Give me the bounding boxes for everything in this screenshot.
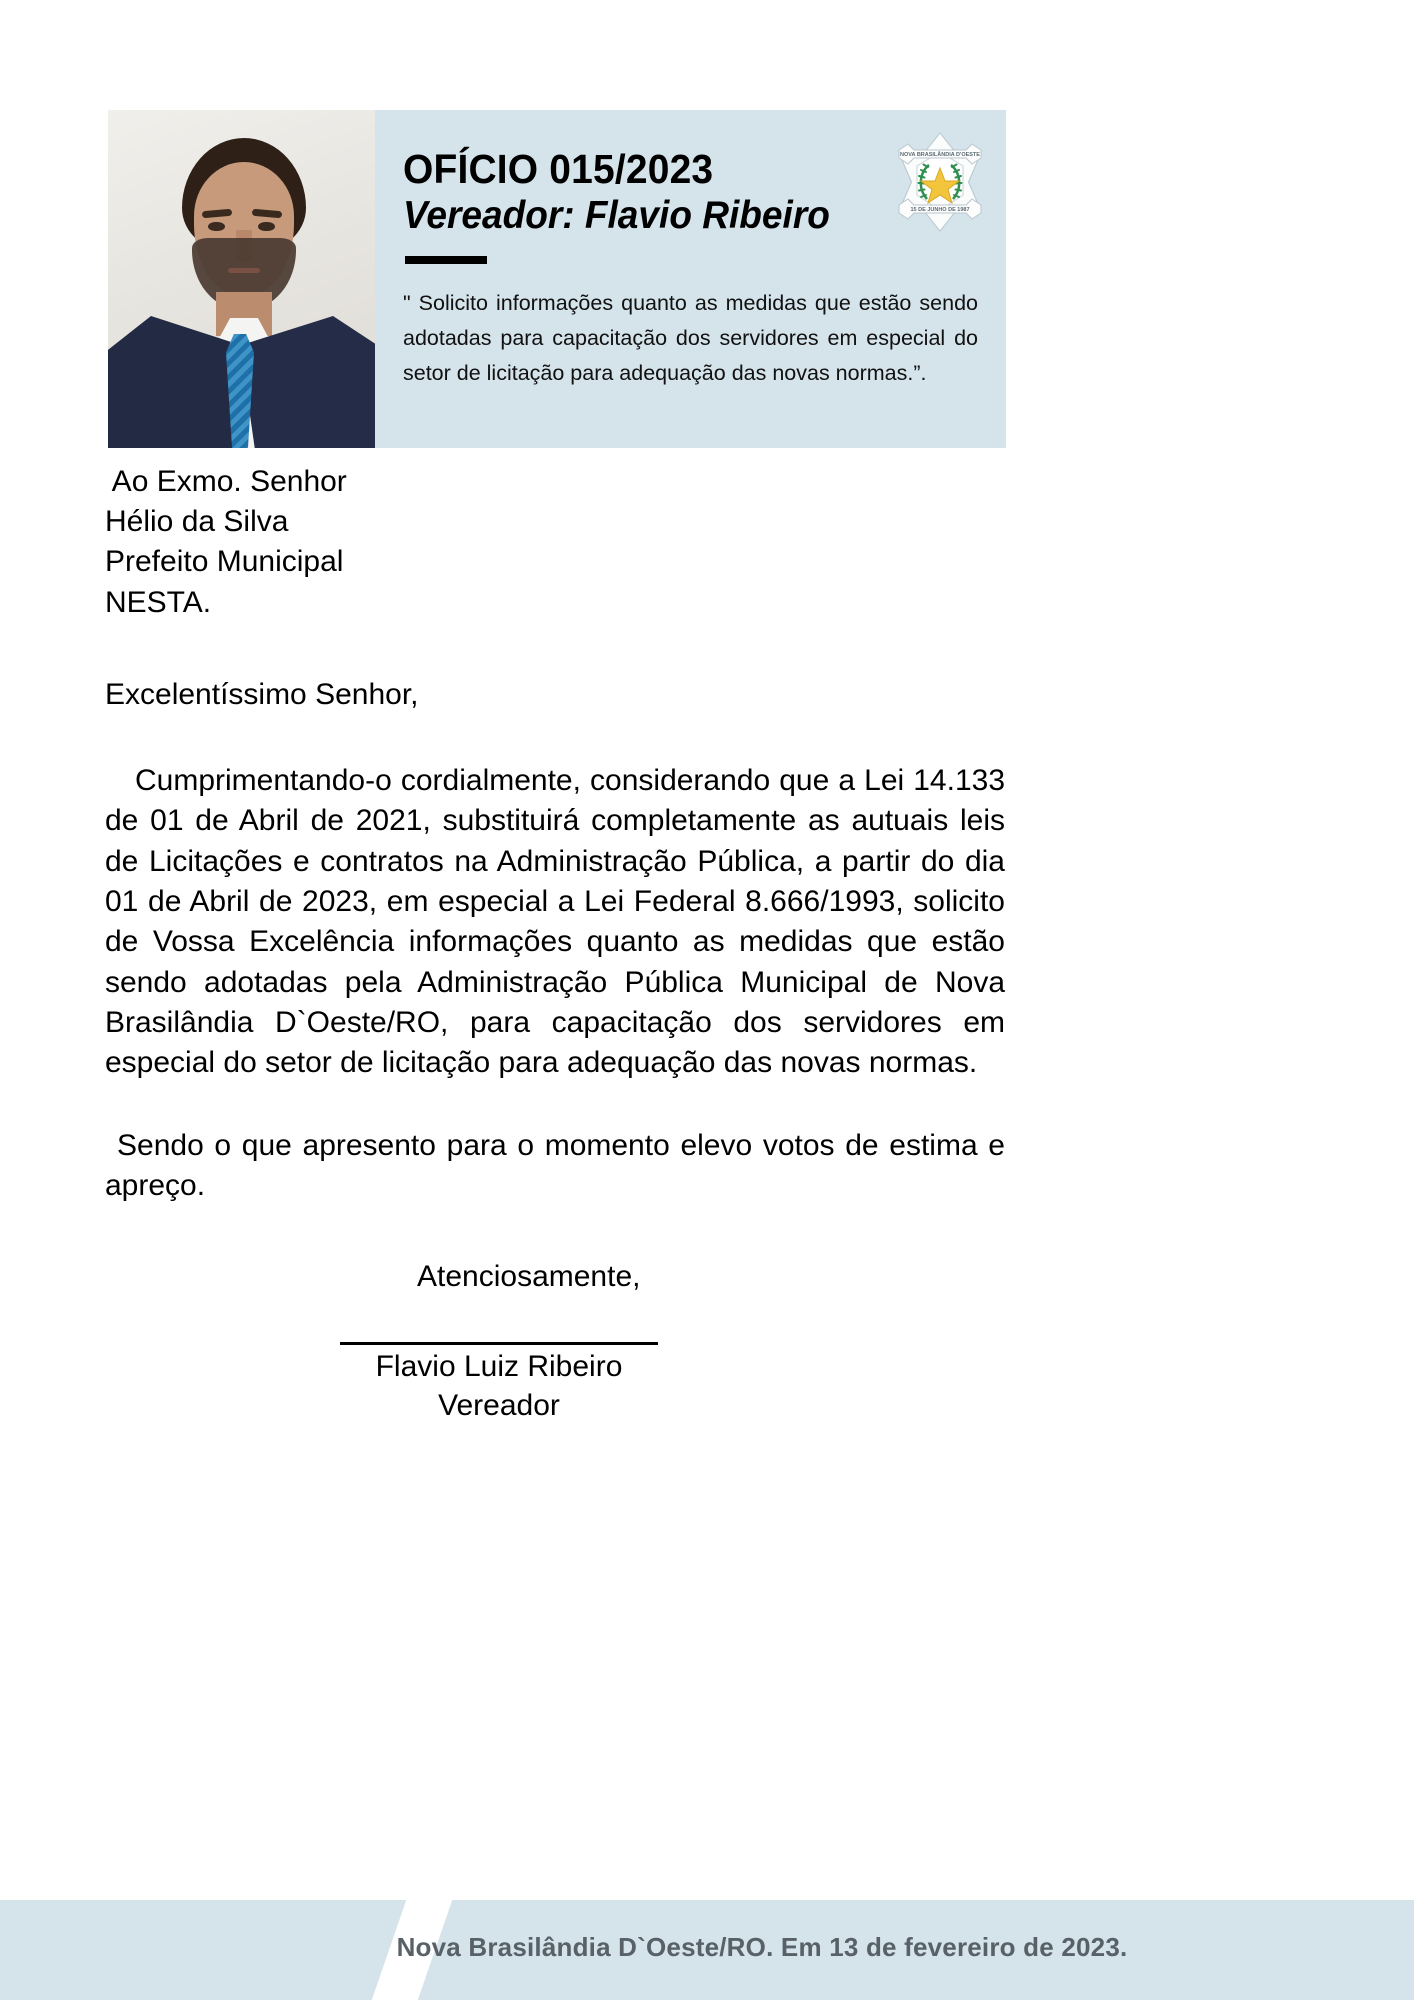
addressee-line-2: Hélio da Silva (105, 505, 289, 539)
header-card (108, 110, 1006, 448)
page-title: OFÍCIO 015/2023 (403, 146, 714, 192)
header-text-area (375, 110, 1012, 448)
crest-top-ribbon-text: NOVA BRASILÂNDIA D'OESTE (900, 152, 980, 158)
salutation-text: Excelentíssimo Senhor, (105, 677, 419, 711)
portrait-eye-left (208, 222, 225, 231)
portrait-eye-right (258, 222, 275, 231)
signer-name: Flavio Luiz Ribeiro (375, 1350, 623, 1384)
body-paragraph-2: Sendo o que apresento para o momento elevo votos de estima e apreço. (105, 1128, 1005, 1203)
addressee-block (105, 462, 1005, 623)
signature-block (105, 1342, 1005, 1425)
title-divider (405, 256, 487, 264)
page-subtitle: Vereador: Flavio Ribeiro (403, 194, 830, 238)
portrait-mouth (228, 268, 260, 273)
signer-role: Vereador (438, 1389, 560, 1423)
signature-line (340, 1342, 658, 1345)
letter-body (105, 452, 1005, 1425)
addressee-line-3: Prefeito Municipal (105, 545, 344, 579)
councilman-portrait-photo (108, 110, 375, 448)
complimentary-close-text: Atenciosamente, (417, 1260, 641, 1294)
body-paragraph-1: Cumprimentando-o cordialmente, considerando que a Lei 14.133 de 01 de Abril de 2021, substituirá completamente as autuais leis de Licitações e contratos na Administração Pública, a partir do dia 01 de Abril de 2023, em especial a Lei Federal 8.666/1993, solicito de Vossa Excelência informações quanto as medidas que estão sendo adotadas pela Administração Pública Municipal de Nova Brasilândia D`Oeste/RO, para capacitação dos servidores em especial do setor de licitação para adequação das novas normas. (105, 763, 1005, 1080)
header-quote-text: " Solicito informações quanto as medidas que estão sendo adotadas para capacitação dos servidores em especial do setor de licitação para adequação das novas normas.”. (403, 291, 978, 385)
crest-bottom-ribbon-text: 15 DE JUNHO DE 1987 (910, 207, 970, 213)
addressee-line-1: Ao Exmo. Senhor (105, 465, 347, 498)
addressee-line-4: NESTA. (105, 585, 212, 619)
page-footer (0, 1900, 1414, 2000)
footer-location-date: Nova Brasilândia D`Oeste/RO. Em 13 de fevereiro de 2023. (396, 1932, 1128, 1962)
